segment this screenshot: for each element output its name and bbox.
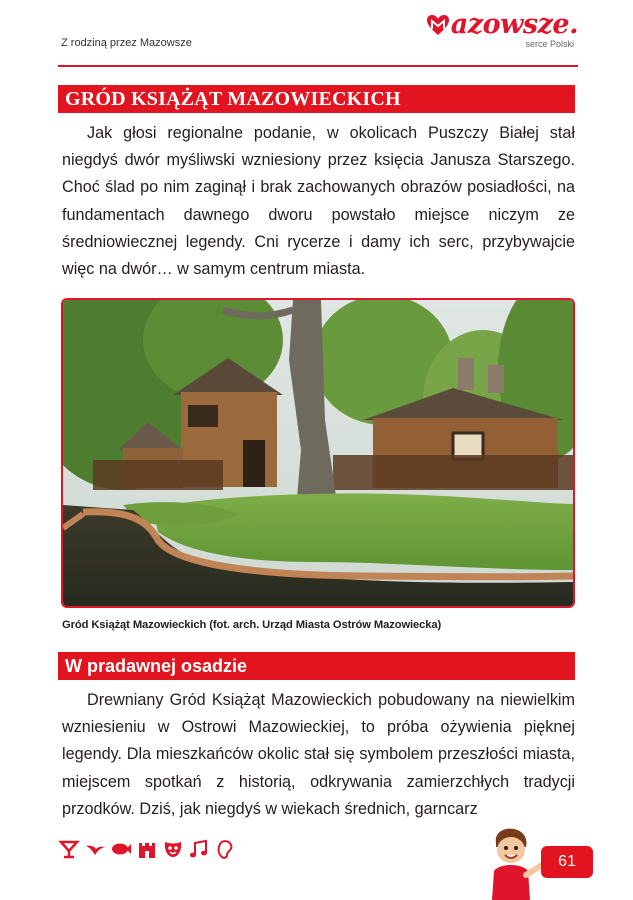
section-title: W pradawnej osadzie: [65, 656, 248, 676]
footer-icon-strip: [58, 838, 236, 860]
logo-text: azowsze.: [450, 9, 578, 40]
music-note-icon: [188, 838, 210, 860]
castle-icon: [136, 838, 158, 860]
mask-icon: [162, 838, 184, 860]
header-divider: [58, 65, 578, 67]
photo-caption: Gród Książąt Mazowieckich (fot. arch. Urząd Miasta Ostrów Mazowiecka): [62, 619, 442, 631]
section-2-paragraph: Drewniany Gród Książąt Mazowieckich pobudowany na niewielkim wzniesieniu w Ostrowi Mazowieckiej, to próba ożywienia pięknej legendy. Dla mieszkańców okolic stał się symbolem przeszłości miasta, miejscem spotkań z historią, odkrywania zamierzchłych tradycji przodków. Dziś, jak niegdyś w wiekach średnich, garncarz: [62, 691, 575, 818]
bird-icon: [84, 838, 106, 860]
fish-icon: [110, 838, 132, 860]
logo-subtitle: serce Polski: [525, 39, 574, 49]
photo-wooden-castle: [61, 298, 575, 608]
heart-m-icon: [426, 14, 450, 36]
goblet-icon: [58, 838, 80, 860]
section-heading-2: [58, 652, 575, 680]
ear-icon: [214, 838, 236, 860]
page-number: 61: [541, 846, 593, 878]
mascot-boy-illustration: [482, 825, 544, 900]
section-title: GRÓD KSIĄŻĄT MAZOWIECKICH: [65, 88, 401, 110]
mazowsze-logo: [408, 8, 578, 49]
section-1-paragraph: Jak głosi regionalne podanie, w okolicach Puszczy Białej stał niegdyś dwór myśliwski wzniesiony przez księcia Janusza Starszego. Choć ślad po nim zaginął i brak zachowanych obrazów posiadłości, na fundamentach dawnego dworu powstało miejsce niczym ze średniowiecznej legendy. Cni rycerze i damy ich serc, przybywajcie więc na dwór… w samym centrum miasta.: [62, 124, 575, 279]
section-heading-1: [58, 85, 575, 113]
running-title: Z rodziną przez Mazowsze: [61, 37, 192, 49]
